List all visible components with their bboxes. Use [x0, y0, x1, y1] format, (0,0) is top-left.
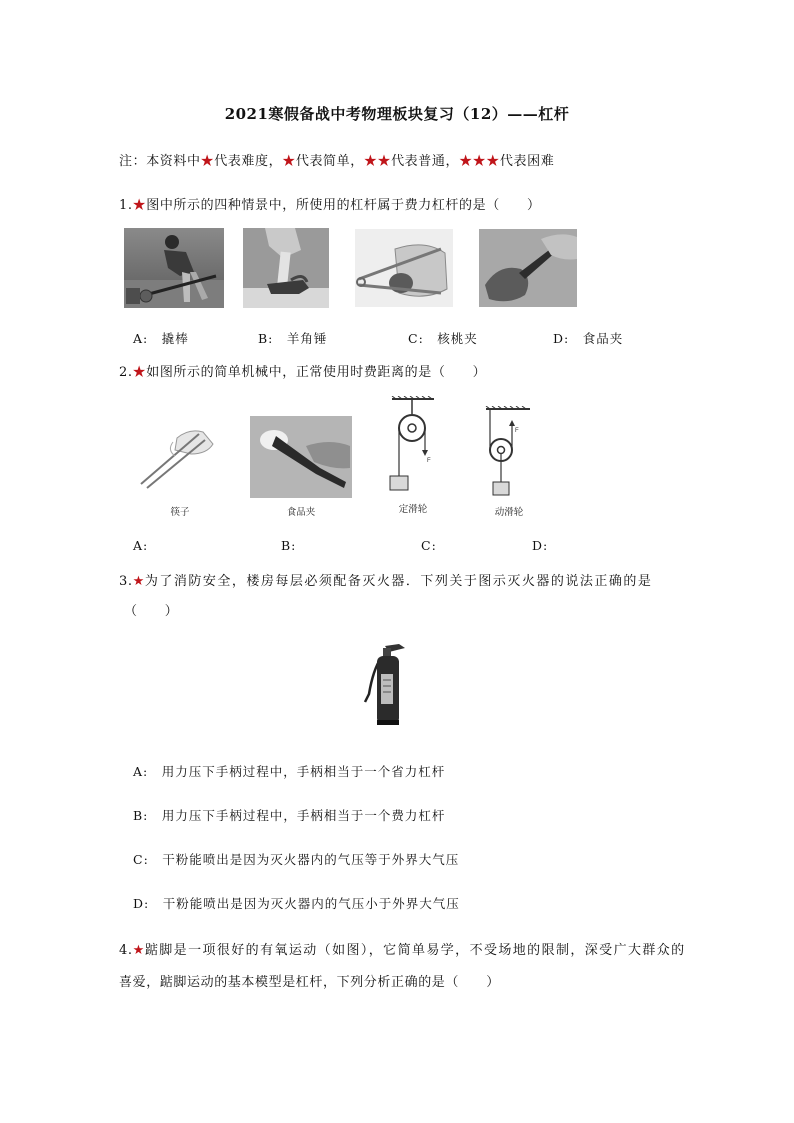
question-text: 如图所示的简单机械中，正常使用时费距离的是（ ）	[146, 365, 487, 380]
star-icon: ★★★	[459, 154, 500, 169]
force-label: F	[515, 428, 519, 434]
crowbar-photo	[124, 228, 224, 308]
note-text-2: 代表简单，	[295, 154, 364, 169]
q1-option-a[interactable]: A: 撬棒	[133, 331, 189, 346]
q2-option-b[interactable]: B:	[281, 538, 297, 553]
q2-option-d[interactable]: D:	[532, 538, 549, 553]
note-prefix: 注：本资料中	[119, 154, 201, 169]
question-4	[119, 939, 686, 958]
fixed-pulley-figure	[388, 396, 438, 496]
question-2	[119, 361, 486, 380]
movable-pulley-figure	[484, 406, 534, 498]
question-4-line-2: 喜爱，踮脚运动的基本模型是杠杆，下列分析正确的是（ ）	[119, 975, 500, 990]
note-text-3: 代表普通，	[391, 154, 460, 169]
caption-movable-pulley: 动滑轮	[494, 507, 524, 518]
chopsticks-figure	[133, 410, 217, 490]
q3-option-d[interactable]: D: 干粉能喷出是因为灭火器内的气压小于外界大气压	[133, 896, 460, 911]
q2-option-c[interactable]: C:	[421, 538, 437, 553]
fire-extinguisher-photo	[355, 640, 415, 728]
q3-option-c[interactable]: C: 干粉能喷出是因为灭火器内的气压等于外界大气压	[133, 852, 460, 867]
question-text: 踮脚是一项很好的有氧运动（如图），它简单易学，不受场地的限制，深受广大群众的	[144, 943, 686, 958]
star-icon: ★★	[363, 154, 392, 169]
question-3-bracket: （ ）	[124, 604, 179, 619]
q1-option-d[interactable]: D: 食品夹	[553, 331, 624, 346]
question-text: 图中所示的四种情景中，所使用的杠杆属于费力杠杆的是（ ）	[146, 198, 541, 213]
nutcracker-photo	[355, 229, 453, 307]
caption-food-clip: 食品夹	[286, 507, 316, 518]
q3-option-b[interactable]: B: 用力压下手柄过程中，手柄相当于一个费力杠杆	[133, 808, 446, 823]
question-number: 3.	[119, 574, 133, 589]
food-tongs-photo	[479, 229, 577, 307]
question-number: 2.	[119, 365, 133, 380]
star-icon: ★	[132, 365, 147, 380]
note-text-1: 代表难度，	[214, 154, 283, 169]
q1-option-c[interactable]: C: 核桃夹	[408, 331, 478, 346]
star-icon: ★	[132, 943, 145, 958]
difficulty-note	[119, 150, 554, 169]
claw-hammer-photo	[243, 228, 329, 308]
q3-option-a[interactable]: A: 用力压下手柄过程中，手柄相当于一个省力杠杆	[133, 764, 446, 779]
force-label: F	[427, 458, 431, 464]
question-text: 为了消防安全，楼房每层必须配备灭火器．下列关于图示灭火器的说法正确的是	[144, 574, 653, 589]
q2-option-a[interactable]: A:	[133, 538, 149, 553]
star-icon: ★	[282, 154, 296, 169]
question-number: 1.	[119, 198, 133, 213]
question-number: 4.	[119, 943, 133, 958]
question-1	[119, 194, 541, 213]
star-icon: ★	[132, 574, 145, 589]
note-text-4: 代表困难	[499, 154, 555, 169]
food-clip-figure	[250, 416, 352, 498]
star-icon: ★	[200, 154, 215, 169]
caption-fixed-pulley: 定滑轮	[398, 504, 428, 515]
q1-option-b[interactable]: B: 羊角锤	[258, 331, 328, 346]
page-title: 2021寒假备战中考物理板块复习（12）——杠杆	[224, 105, 570, 123]
caption-chopsticks: 筷子	[170, 507, 190, 518]
star-icon: ★	[132, 198, 147, 213]
question-3	[119, 570, 652, 589]
